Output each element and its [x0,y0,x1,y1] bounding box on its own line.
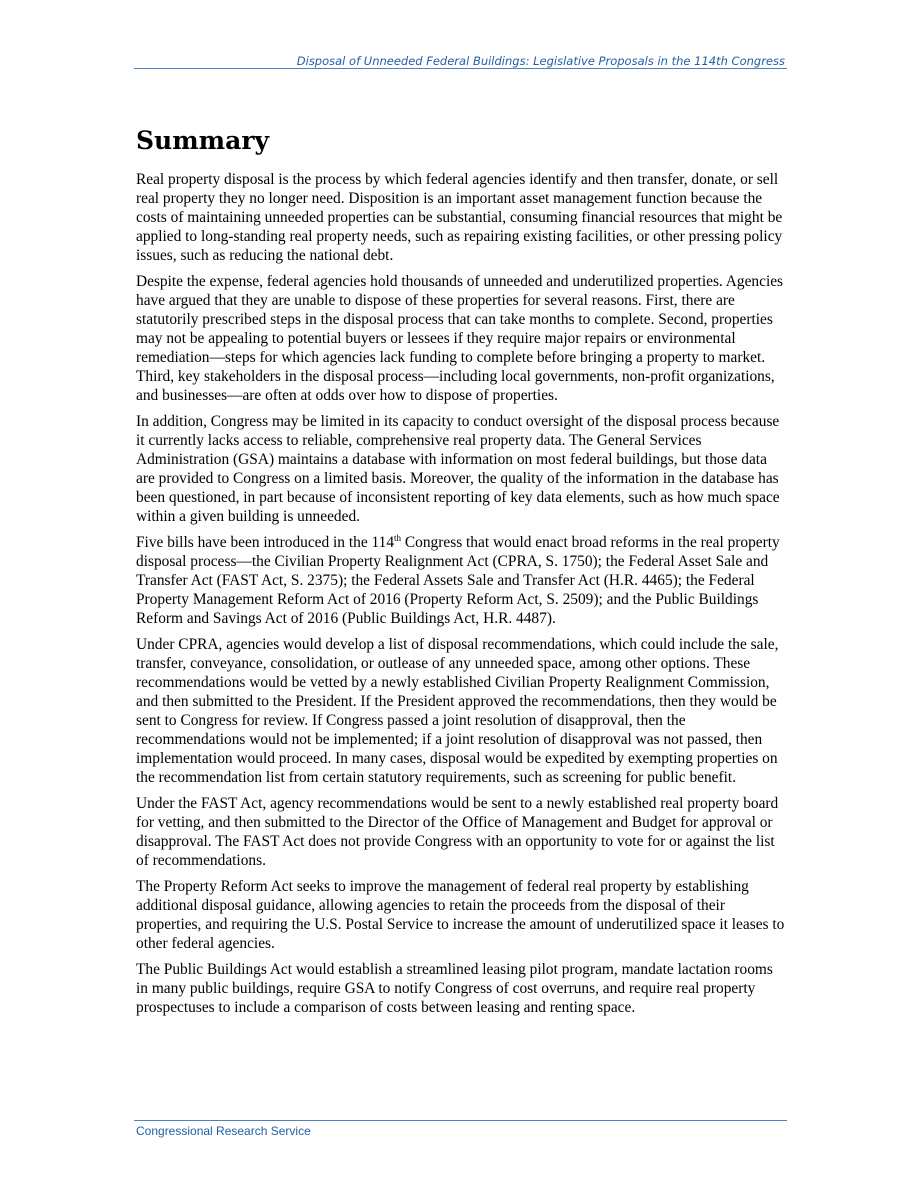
paragraph-cpra: Under CPRA, agencies would develop a list of disposal recommendations, which could include the sale, transfer, conveyance, consolidation, or outlease of any unneeded space, among other options. These recommendations would be vetted by a newly established Civilian Property Realignment Commission, and then submitted to the President. If the President approved the recommendations, then they would be sent to Congress for review. If Congress passed a joint resolution of disapproval, then the recommendations would not be implemented; if a joint resolution of disapproval was not passed, then implementation would proceed. In many cases, disposal would be expedited by exempting properties on the recommendation list from certain statutory requirements, such as screening for public benefit. [136,636,779,786]
paragraph-bills-text-start: Five bills have been introduced in the 114 [136,534,395,551]
footer-rule [134,1120,787,1121]
ordinal-superscript: th [394,532,402,543]
running-header-title: Disposal of Unneeded Federal Buildings: Legislative Proposals in the 114th Congress [296,54,785,68]
paragraph-congressional-oversight: In addition, Congress may be limited in its capacity to conduct oversight of the disposal process because it currently lacks access to reliable, comprehensive real property data. The General Services Administration (GSA) maintains a database with information on most federal buildings, but those data are provided to Congress on a limited basis. Moreover, the quality of the information in the database has been questioned, in part because of inconsistent reporting of key data elements, such as how much space within a given building is unneeded. [136,413,780,525]
paragraph-bills-text-end: Congress that would enact broad reforms in the real property disposal process—the Civilian Property Realignment Act (CPRA, S. 1750); the Federal Asset Sale and Transfer Act (FAST Act, S. 2375); the Federal Assets Sale and Transfer Act (H.R. 4465); the Federal Property Management Reform Act of 2016 (Property Reform Act, S. 2509); and the Public Buildings Reform and Savings Act of 2016 (Public Buildings Act, H.R. 4487). [136,534,780,627]
paragraph-fast-act: Under the FAST Act, agency recommendations would be sent to a newly established real property board for vetting, and then submitted to the Director of the Office of Management and Budget for approval or disapproval. The FAST Act does not provide Congress with an opportunity to vote for or against the list of recommendations. [136,795,779,869]
paragraph-property-reform-act: The Property Reform Act seeks to improve the management of federal real property by establishing additional disposal guidance, allowing agencies to retain the proceeds from the disposal of their properties, and requiring the U.S. Postal Service to increase the amount of underutilized space it leases to other federal agencies. [136,878,785,952]
footer-organization: Congressional Research Service [136,1124,311,1138]
paragraph-bills-introduced [136,533,787,628]
paragraph-disposal-definition: Real property disposal is the process by which federal agencies identify and then transfer, donate, or sell real property they no longer need. Disposition is an important asset management function because the costs of maintaining unneeded properties can be substantial, consuming financial resources that might be applied to long-standing real property needs, such as repairing existing facilities, or other pressing policy issues, such as reducing the national debt. [136,171,783,264]
paragraph-disposal-obstacles: Despite the expense, federal agencies hold thousands of unneeded and underutilized properties. Agencies have argued that they are unable to dispose of these properties for several reasons. First, there are statutorily prescribed steps in the disposal process that can take months to complete. Second, properties may not be appealing to potential buyers or lessees if they require major repairs or environmental remediation—steps for which agencies lack funding to complete before bringing a property to market. Third, key stakeholders in the disposal process—including local governments, non-profit organizations, and businesses—are often at odds over how to dispose of properties. [136,273,784,404]
page-content [136,124,787,1024]
paragraph-public-buildings-act: The Public Buildings Act would establish a streamlined leasing pilot program, mandate lactation rooms in many public buildings, require GSA to notify Congress of cost overruns, and require real property prospectuses to include a comparison of costs between leasing and renting space. [136,961,773,1016]
running-header [134,54,787,69]
section-heading-summary: Summary [136,126,270,155]
